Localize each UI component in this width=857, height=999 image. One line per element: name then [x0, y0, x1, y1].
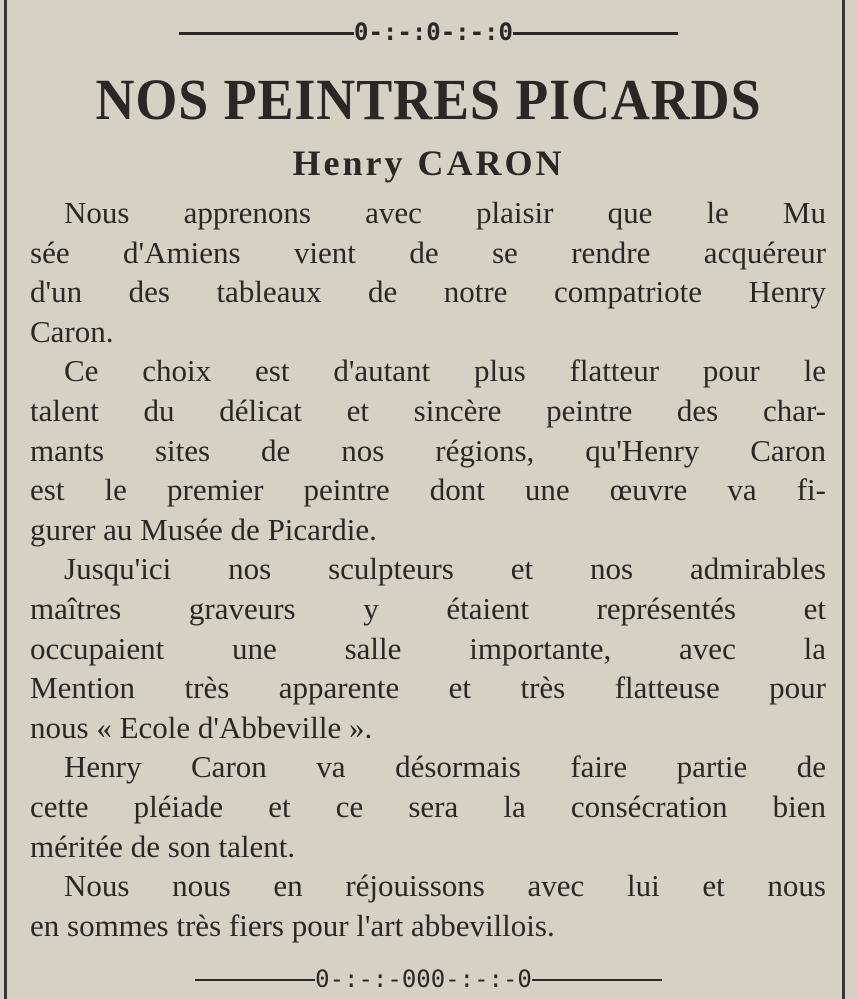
paragraph-line: Mention très apparente et très flatteuse pour [30, 670, 826, 706]
paragraph-line: talent du délicat et sincère peintre des char- [30, 392, 826, 428]
paragraph-line: Caron. [30, 313, 114, 349]
paragraph-line: d'un des tableaux de notre compatriote Henry [30, 274, 826, 310]
paragraph-line: Henry Caron va désormais faire partie de [64, 749, 826, 785]
ornament-line [195, 979, 315, 981]
paragraph-line: en sommes très fiers pour l'art abbevillois. [30, 907, 555, 943]
paragraph-line: nous « Ecole d'Abbeville ». [30, 709, 373, 745]
ornament-text: 0-:-:-000-:-:-0 [315, 965, 532, 993]
paragraph-line: cette pléiade et ce sera la consécration bien [30, 788, 826, 824]
paragraph-line: Jusqu'ici nos sculpteurs et nos admirables [64, 551, 826, 587]
ornament-line [179, 32, 354, 35]
paragraph-line: Ce choix est d'autant plus flatteur pour le [64, 353, 826, 389]
ornament-line [513, 32, 678, 35]
paragraph-line: sée d'Amiens vient de se rendre acquéreur [30, 234, 826, 270]
paragraph-line: Nous nous en réjouissons avec lui et nous [64, 868, 826, 904]
paragraph-line: méritée de son talent. [30, 828, 296, 864]
paragraph-line: mants sites de nos régions, qu'Henry Caron [30, 432, 826, 468]
paragraph-line: occupaient une salle importante, avec la [30, 630, 826, 666]
top-ornament-divider [0, 18, 857, 46]
paragraph-line: maîtres graveurs y étaient représentés et [30, 590, 826, 626]
paragraph-line: Nous apprenons avec plaisir que le Mu [64, 195, 826, 230]
article-title: NOS PEINTRES PICARDS [95, 67, 762, 132]
ornament-line [532, 979, 662, 981]
paragraph-line: gurer au Musée de Picardie. [30, 511, 377, 547]
bottom-ornament-divider [0, 965, 857, 993]
article-body [30, 193, 826, 945]
paragraph-line: est le premier peintre dont une œuvre va fi- [30, 472, 826, 508]
ornament-text: 0-:-:0-:-:0 [354, 18, 513, 46]
article-subtitle: Henry CARON [292, 143, 565, 183]
